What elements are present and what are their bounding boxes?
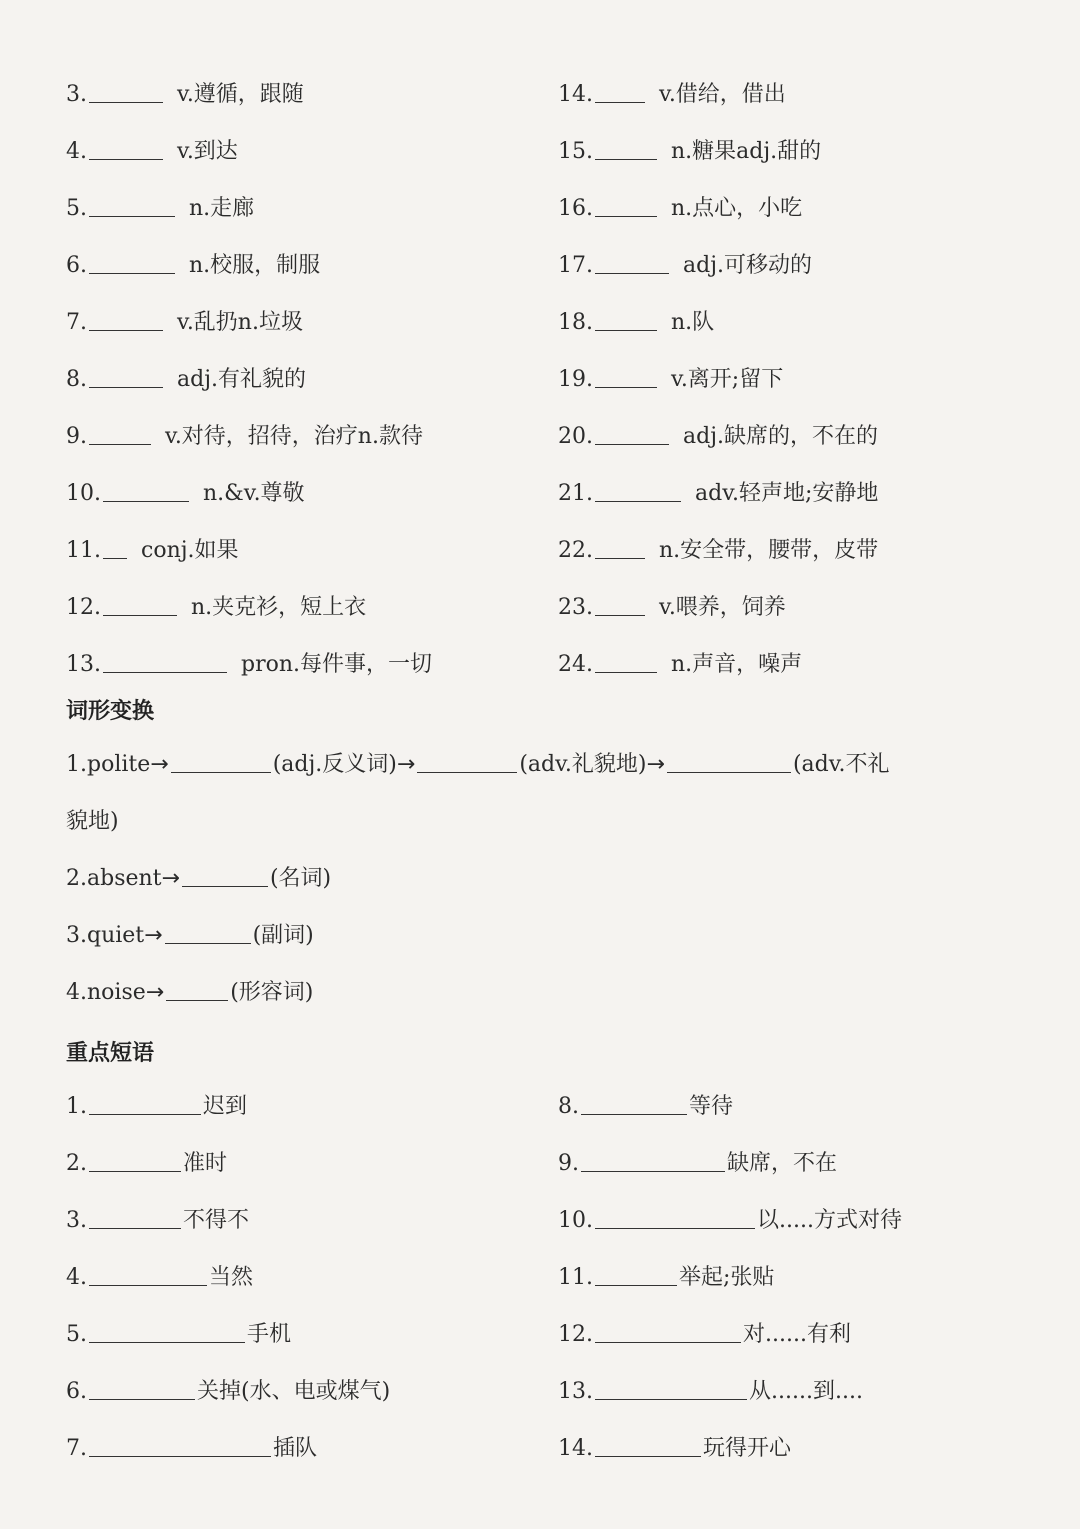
item-number: 4. bbox=[66, 139, 87, 164]
item-number: 8. bbox=[558, 1094, 579, 1119]
phrase-text: 对......有利 bbox=[743, 1322, 851, 1347]
answer-blank[interactable] bbox=[595, 82, 645, 103]
answer-blank[interactable] bbox=[89, 1265, 207, 1286]
answer-blank[interactable] bbox=[89, 310, 163, 331]
answer-blank[interactable] bbox=[89, 1094, 201, 1115]
phrase-text: 等待 bbox=[689, 1094, 734, 1119]
item-prefix: 4.noise bbox=[66, 980, 146, 1005]
item-number: 3. bbox=[66, 82, 87, 107]
item-definition: n.糖果adj.甜的 bbox=[671, 139, 822, 164]
item-number: 5. bbox=[66, 196, 87, 221]
vocab-item bbox=[66, 251, 320, 281]
phrase-item bbox=[558, 1377, 863, 1407]
vocab-item bbox=[558, 593, 786, 623]
answer-blank[interactable] bbox=[667, 752, 791, 773]
answer-blank[interactable] bbox=[417, 752, 517, 773]
section-title-phrases: 重点短语 bbox=[66, 1041, 155, 1066]
item-number: 11. bbox=[66, 538, 101, 563]
phrase-item bbox=[558, 1320, 851, 1350]
phrase-text: 准时 bbox=[183, 1151, 228, 1176]
answer-blank[interactable] bbox=[595, 367, 657, 388]
item-number: 3. bbox=[66, 1208, 87, 1233]
answer-blank[interactable] bbox=[103, 481, 189, 502]
answer-blank[interactable] bbox=[595, 310, 657, 331]
phrase-item bbox=[558, 1434, 791, 1464]
item-definition: v.借给，借出 bbox=[659, 82, 786, 107]
item-definition: n.走廊 bbox=[189, 196, 255, 221]
answer-blank[interactable] bbox=[103, 652, 227, 673]
item-definition: v.喂养，饲养 bbox=[659, 595, 786, 620]
vocab-item bbox=[66, 422, 423, 452]
item-number: 19. bbox=[558, 367, 593, 392]
item-number: 12. bbox=[558, 1322, 593, 1347]
arrow-icon: → bbox=[144, 923, 163, 948]
item-number: 13. bbox=[66, 652, 101, 677]
word-form-item bbox=[66, 921, 314, 951]
item-number: 2. bbox=[66, 1151, 87, 1176]
phrase-text: 手机 bbox=[247, 1322, 292, 1347]
item-definition: v.到达 bbox=[177, 139, 238, 164]
item-number: 22. bbox=[558, 538, 593, 563]
item-number: 17. bbox=[558, 253, 593, 278]
item-definition: n.&v.尊敬 bbox=[203, 481, 305, 506]
item-definition: n.夹克衫，短上衣 bbox=[191, 595, 367, 620]
item-definition: pron.每件事，一切 bbox=[241, 652, 433, 677]
item-number: 1. bbox=[66, 1094, 87, 1119]
section-title-word-forms: 词形变换 bbox=[66, 699, 155, 724]
phrase-item bbox=[66, 1149, 227, 1179]
item-hint: (名词) bbox=[269, 866, 332, 891]
item-number: 6. bbox=[66, 1379, 87, 1404]
word-form-item bbox=[66, 978, 313, 1008]
vocab-item bbox=[66, 593, 366, 623]
item-definition: n.队 bbox=[671, 310, 715, 335]
answer-blank[interactable] bbox=[89, 1379, 195, 1400]
answer-blank[interactable] bbox=[581, 1094, 687, 1115]
answer-blank[interactable] bbox=[581, 1151, 725, 1172]
item-definition: conj.如果 bbox=[141, 538, 239, 563]
word-form-item bbox=[66, 864, 331, 894]
vocab-item bbox=[558, 251, 812, 281]
item-definition: v.对待，招待，治疗n.款待 bbox=[165, 424, 423, 449]
answer-blank[interactable] bbox=[166, 980, 228, 1001]
phrase-item bbox=[66, 1263, 253, 1293]
word-form-item-continued: 貌地) bbox=[66, 809, 119, 834]
answer-blank[interactable] bbox=[595, 139, 657, 160]
vocab-item bbox=[558, 650, 802, 680]
item-hint: (adv.不礼 bbox=[792, 752, 890, 777]
phrase-text: 关掉(水、电或煤气) bbox=[197, 1379, 391, 1404]
phrase-item bbox=[66, 1320, 291, 1350]
answer-blank[interactable] bbox=[595, 1379, 747, 1400]
answer-blank[interactable] bbox=[171, 752, 271, 773]
answer-blank[interactable] bbox=[89, 82, 163, 103]
answer-blank[interactable] bbox=[595, 652, 657, 673]
item-definition: n.点心，小吃 bbox=[671, 196, 803, 221]
item-definition: n.安全带，腰带，皮带 bbox=[659, 538, 879, 563]
item-number: 9. bbox=[66, 424, 87, 449]
vocab-item bbox=[66, 80, 304, 110]
answer-blank[interactable] bbox=[89, 1322, 245, 1343]
vocab-item bbox=[558, 365, 783, 395]
item-definition: v.离开;留下 bbox=[671, 367, 784, 392]
word-form-item bbox=[66, 750, 890, 780]
answer-blank[interactable] bbox=[89, 1208, 181, 1229]
vocab-item bbox=[66, 137, 238, 167]
arrow-icon: → bbox=[396, 752, 416, 777]
answer-blank[interactable] bbox=[89, 1151, 181, 1172]
item-hint: (形容词) bbox=[230, 980, 314, 1005]
item-number: 13. bbox=[558, 1379, 593, 1404]
phrase-text: 插队 bbox=[273, 1436, 318, 1461]
phrase-text: 当然 bbox=[209, 1265, 254, 1290]
phrase-item bbox=[558, 1149, 837, 1179]
item-number: 21. bbox=[558, 481, 593, 506]
item-number: 24. bbox=[558, 652, 593, 677]
answer-blank[interactable] bbox=[182, 866, 268, 887]
item-number: 18. bbox=[558, 310, 593, 335]
item-number: 20. bbox=[558, 424, 593, 449]
phrase-text: 不得不 bbox=[183, 1208, 250, 1233]
item-prefix: 1.polite bbox=[66, 752, 151, 777]
vocab-item bbox=[558, 308, 714, 338]
item-number: 14. bbox=[558, 82, 593, 107]
vocab-item bbox=[66, 536, 239, 566]
item-definition: adj.有礼貌的 bbox=[177, 367, 307, 392]
answer-blank[interactable] bbox=[595, 1436, 701, 1457]
phrase-text: 从......到.... bbox=[749, 1379, 863, 1404]
vocab-item bbox=[558, 194, 802, 224]
item-number: 12. bbox=[66, 595, 101, 620]
answer-blank[interactable] bbox=[595, 424, 669, 445]
vocab-item bbox=[558, 536, 878, 566]
vocab-item bbox=[66, 479, 305, 509]
phrase-item bbox=[66, 1434, 317, 1464]
phrase-item bbox=[66, 1377, 390, 1407]
item-number: 7. bbox=[66, 310, 87, 335]
vocab-item bbox=[66, 365, 306, 395]
phrase-item bbox=[558, 1092, 733, 1122]
answer-blank[interactable] bbox=[595, 1265, 677, 1286]
vocab-item bbox=[558, 137, 821, 167]
answer-blank[interactable] bbox=[595, 196, 657, 217]
item-definition: adv.轻声地;安静地 bbox=[695, 481, 879, 506]
item-hint: (adj.反义词) bbox=[272, 752, 397, 777]
answer-blank[interactable] bbox=[103, 595, 177, 616]
item-hint: (副词) bbox=[252, 923, 314, 948]
item-number: 4. bbox=[66, 1265, 87, 1290]
phrase-item bbox=[558, 1206, 902, 1236]
item-number: 23. bbox=[558, 595, 593, 620]
phrase-text: 迟到 bbox=[203, 1094, 248, 1119]
answer-blank[interactable] bbox=[89, 424, 151, 445]
item-definition: adj.可移动的 bbox=[683, 253, 813, 278]
answer-blank[interactable] bbox=[165, 923, 251, 944]
arrow-icon: → bbox=[161, 866, 180, 891]
item-hint: (adv.礼貌地) bbox=[519, 752, 647, 777]
item-definition: n.校服，制服 bbox=[189, 253, 321, 278]
item-number: 11. bbox=[558, 1265, 593, 1290]
phrase-text: 以.....方式对待 bbox=[757, 1208, 902, 1233]
answer-blank[interactable] bbox=[595, 253, 669, 274]
item-number: 8. bbox=[66, 367, 87, 392]
item-number: 10. bbox=[558, 1208, 593, 1233]
answer-blank[interactable] bbox=[89, 253, 175, 274]
item-number: 14. bbox=[558, 1436, 593, 1461]
item-definition: adj.缺席的，不在的 bbox=[683, 424, 879, 449]
item-number: 7. bbox=[66, 1436, 87, 1461]
answer-blank[interactable] bbox=[595, 595, 645, 616]
item-number: 5. bbox=[66, 1322, 87, 1347]
vocab-item bbox=[558, 422, 878, 452]
item-number: 6. bbox=[66, 253, 87, 278]
vocab-item bbox=[558, 80, 786, 110]
item-definition: n.声音，噪声 bbox=[671, 652, 803, 677]
arrow-icon: → bbox=[646, 752, 665, 777]
answer-blank[interactable] bbox=[595, 481, 681, 502]
answer-blank[interactable] bbox=[89, 367, 163, 388]
phrase-text: 举起;张贴 bbox=[679, 1265, 775, 1290]
item-number: 15. bbox=[558, 139, 593, 164]
item-number: 16. bbox=[558, 196, 593, 221]
answer-blank[interactable] bbox=[595, 1208, 755, 1229]
item-number: 9. bbox=[558, 1151, 579, 1176]
item-number: 10. bbox=[66, 481, 101, 506]
item-definition: v.遵循，跟随 bbox=[177, 82, 304, 107]
item-definition: v.乱扔n.垃圾 bbox=[177, 310, 303, 335]
phrase-item bbox=[558, 1263, 774, 1293]
vocab-item bbox=[66, 308, 303, 338]
item-prefix: 2.absent bbox=[66, 866, 162, 891]
vocab-item bbox=[66, 650, 432, 680]
vocab-item bbox=[558, 479, 878, 509]
item-prefix: 3.quiet bbox=[66, 923, 145, 948]
answer-blank[interactable] bbox=[595, 538, 645, 559]
answer-blank[interactable] bbox=[89, 196, 175, 217]
answer-blank[interactable] bbox=[103, 538, 127, 559]
vocab-item bbox=[66, 194, 254, 224]
arrow-icon: → bbox=[145, 980, 165, 1005]
answer-blank[interactable] bbox=[595, 1322, 741, 1343]
arrow-icon: → bbox=[150, 752, 169, 777]
phrase-text: 玩得开心 bbox=[703, 1436, 792, 1461]
answer-blank[interactable] bbox=[89, 139, 163, 160]
phrase-text: 缺席，不在 bbox=[727, 1151, 838, 1176]
phrase-item bbox=[66, 1206, 249, 1236]
answer-blank[interactable] bbox=[89, 1436, 271, 1457]
phrase-item bbox=[66, 1092, 247, 1122]
